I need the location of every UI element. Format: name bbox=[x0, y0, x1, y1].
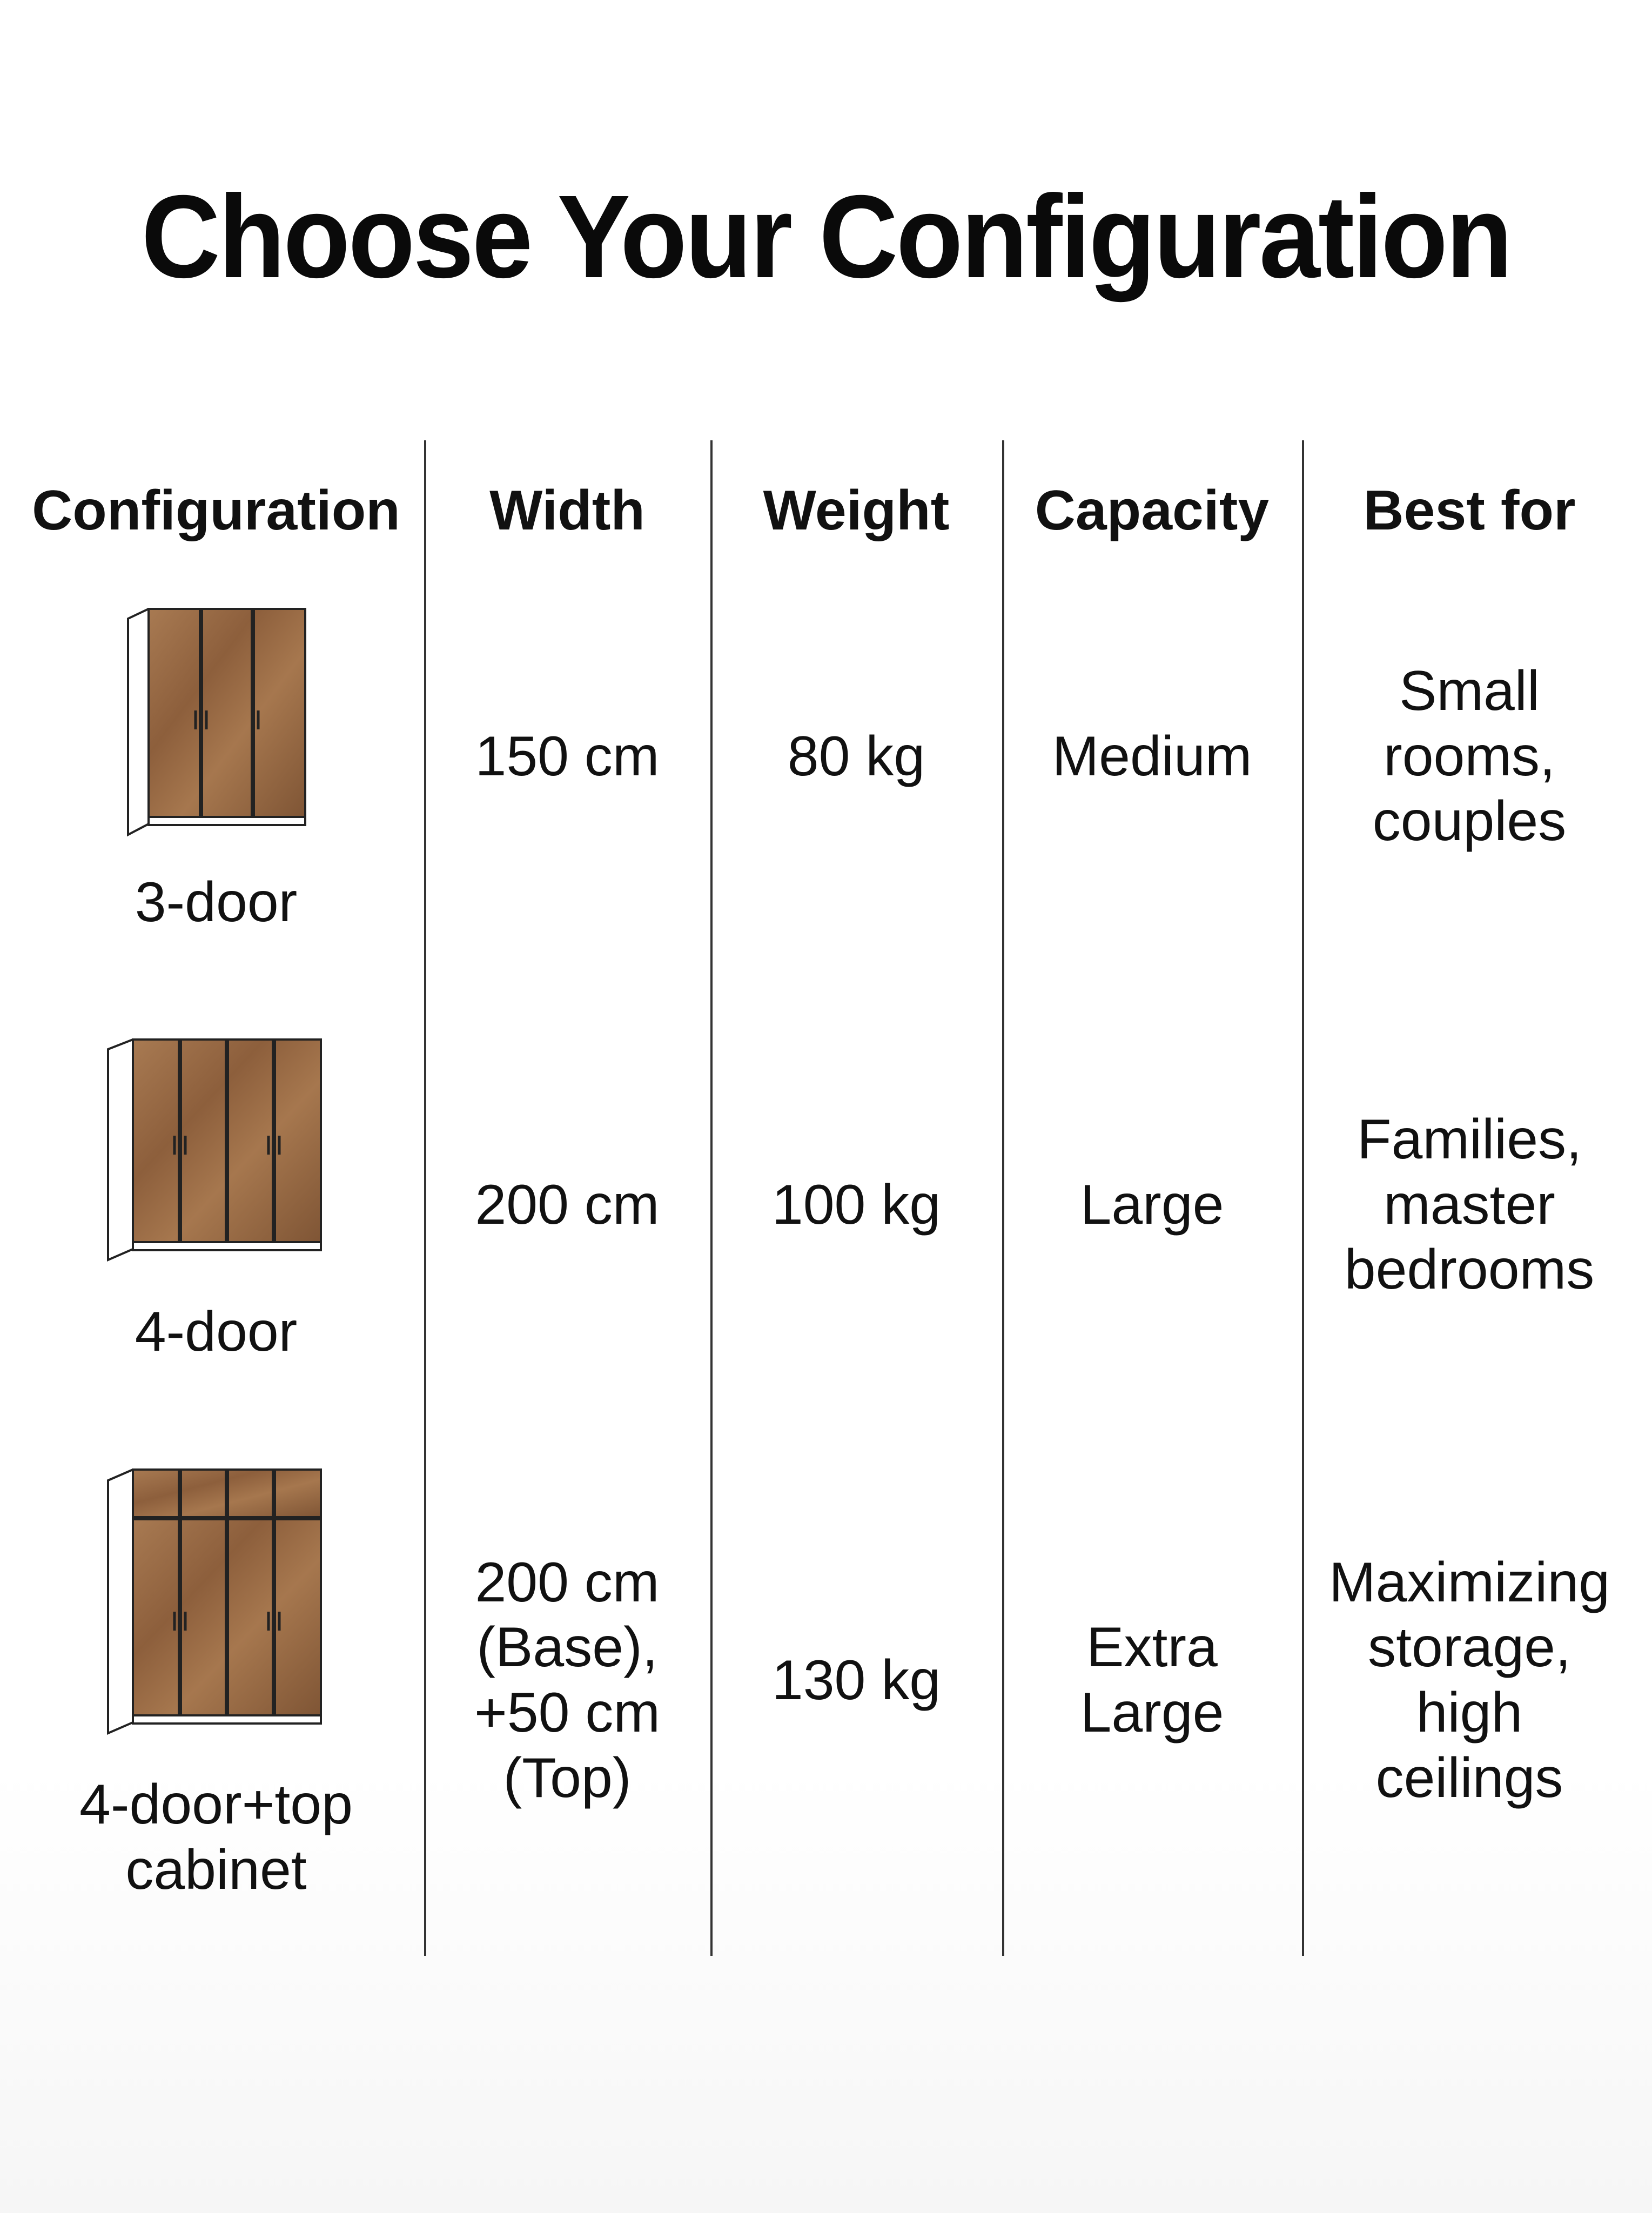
row-1-capacity: Medium bbox=[1052, 725, 1252, 788]
header-best-for: Best for bbox=[1363, 479, 1576, 542]
header-weight: Weight bbox=[763, 479, 950, 542]
row-1-weight: 80 kg bbox=[787, 725, 925, 788]
row-2-configuration: 4-door bbox=[135, 1300, 298, 1363]
column-divider bbox=[424, 440, 426, 1956]
row-1-width: 150 cm bbox=[475, 725, 660, 788]
header-width: Width bbox=[489, 479, 645, 542]
row-1-best-for: Small rooms, couples bbox=[1372, 660, 1567, 853]
column-divider bbox=[710, 440, 713, 1956]
row-3-configuration: 4-door+top cabinet bbox=[79, 1773, 353, 1901]
row-1-configuration: 3-door bbox=[135, 871, 298, 934]
row-2-width: 200 cm bbox=[475, 1173, 660, 1236]
row-2-weight: 100 kg bbox=[771, 1173, 941, 1236]
row-2-best-for: Families, master bedrooms bbox=[1344, 1108, 1595, 1302]
wardrobe-4-door-icon bbox=[107, 1038, 323, 1265]
row-3-best-for: Maximizing storage, high ceilings bbox=[1328, 1551, 1610, 1809]
row-2-capacity: Large bbox=[1080, 1173, 1224, 1236]
column-divider bbox=[1302, 440, 1304, 1956]
wardrobe-3-door-icon bbox=[127, 608, 308, 840]
row-3-weight: 130 kg bbox=[771, 1648, 941, 1712]
column-divider bbox=[1002, 440, 1004, 1956]
wardrobe-4-door-top-cabinet-icon bbox=[107, 1468, 323, 1739]
page-title: Choose Your Configuration bbox=[141, 171, 1511, 303]
row-3-capacity: Extra Large bbox=[1080, 1616, 1224, 1744]
header-capacity: Capacity bbox=[1035, 479, 1270, 542]
row-3-width: 200 cm (Base), +50 cm (Top) bbox=[474, 1551, 660, 1809]
header-configuration: Configuration bbox=[32, 479, 400, 542]
